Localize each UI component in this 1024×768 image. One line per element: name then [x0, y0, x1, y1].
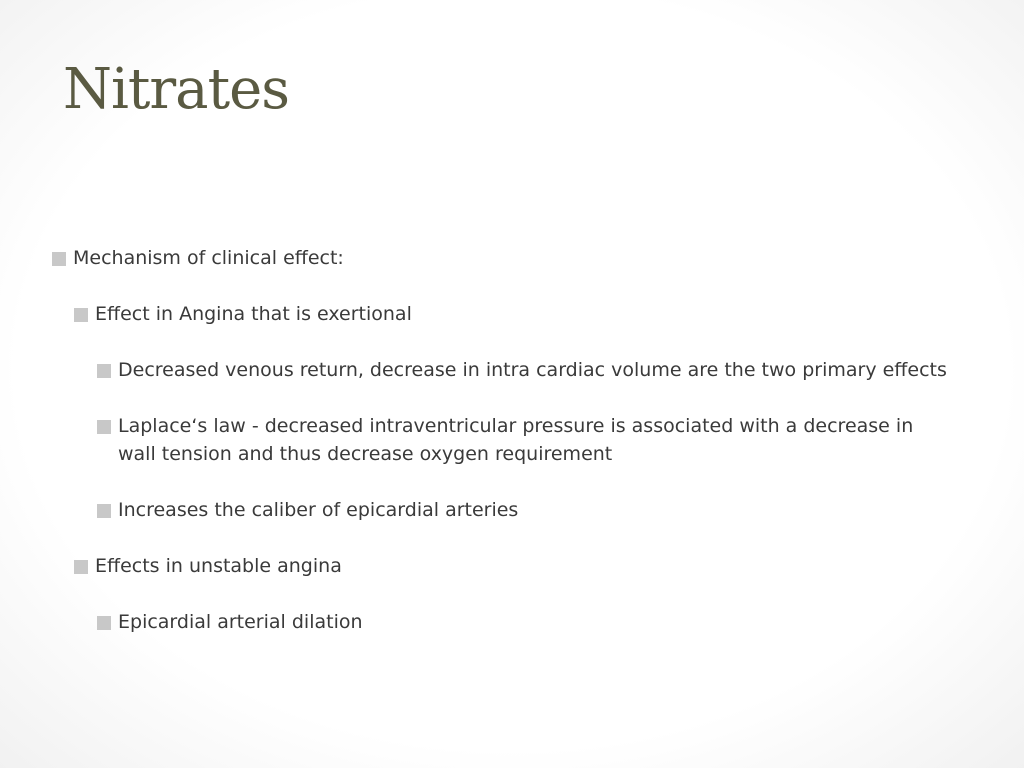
bullet-text: Increases the caliber of epicardial arteries [118, 499, 519, 521]
bullet-text: Mechanism of clinical effect: [73, 247, 344, 269]
square-bullet-icon [52, 252, 66, 266]
bullet-item-arterial-dilation [97, 608, 952, 636]
square-bullet-icon [74, 308, 88, 322]
square-bullet-icon [97, 420, 111, 434]
bullet-item-venous-return [97, 356, 952, 384]
bullet-text: Effects in unstable angina [95, 555, 342, 577]
bullet-list [52, 244, 952, 664]
square-bullet-icon [97, 616, 111, 630]
bullet-item-laplace-law [97, 412, 952, 468]
bullet-item-mechanism [52, 244, 952, 272]
bullet-item-exertional-angina [74, 300, 952, 328]
bullet-text: Epicardial arterial dilation [118, 611, 363, 633]
square-bullet-icon [97, 364, 111, 378]
bullet-text: Decreased venous return, decrease in intra cardiac volume are the two primary effects [118, 359, 947, 381]
bullet-item-epicardial-caliber [97, 496, 952, 524]
bullet-text: Laplace‘s law - decreased intraventricular pressure is associated with a decrease in wall tension and thus decrease oxygen requirement [118, 415, 914, 465]
square-bullet-icon [97, 504, 111, 518]
bullet-item-unstable-angina [74, 552, 952, 580]
slide-title: Nitrates [63, 57, 289, 122]
square-bullet-icon [74, 560, 88, 574]
bullet-text: Effect in Angina that is exertional [95, 303, 412, 325]
